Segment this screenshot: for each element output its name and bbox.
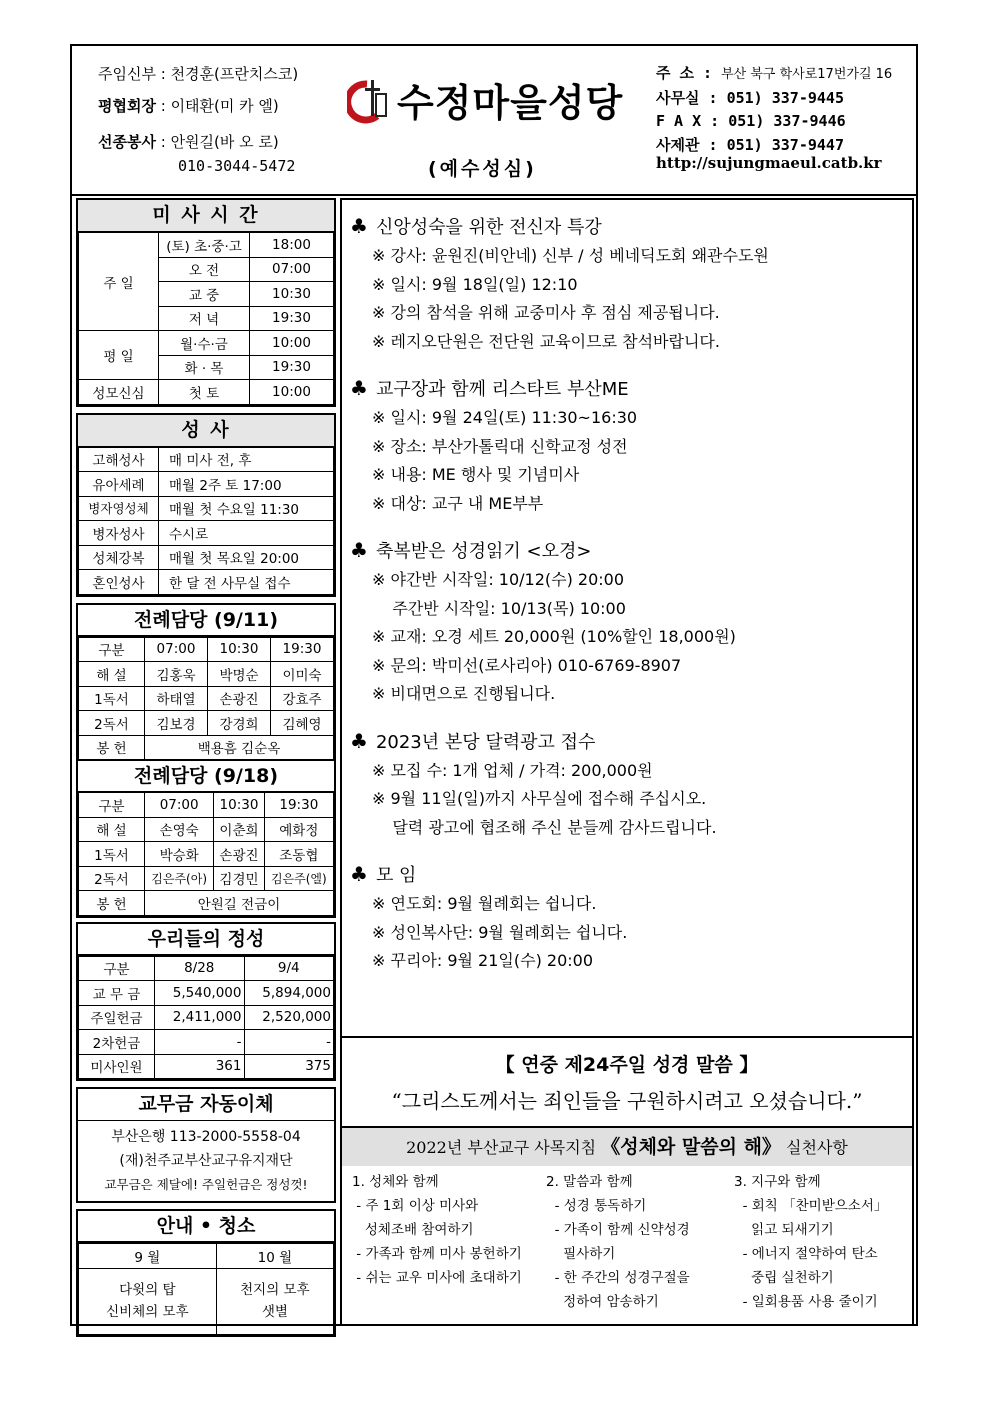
minister: 김혜영 xyxy=(271,711,334,736)
foundation-name: (재)천주교부산교구유지재단 xyxy=(119,1153,293,1169)
guideline-post: 실천사항 xyxy=(786,1138,848,1157)
news-item xyxy=(350,374,910,518)
page-frame xyxy=(70,44,918,1326)
minister: 예화정 xyxy=(264,817,333,842)
offering-type: 2차헌금 xyxy=(79,1030,155,1055)
minister: 이미숙 xyxy=(271,662,334,687)
col-head: 10:30 xyxy=(214,793,264,818)
scripture-quote: “그리스도께서는 죄인들을 구원하시려고 오셨습니다.” xyxy=(391,1089,863,1113)
sacrament-name: 유아세례 xyxy=(79,472,159,497)
office-phone: 051) 337-9445 xyxy=(726,88,844,107)
liturgy-table-1 xyxy=(78,637,334,761)
guideline-line: - 성경 통독하기 xyxy=(546,1198,647,1214)
mass-slot: (토) 초·중·고 xyxy=(159,233,250,258)
news-line: ※ 야간반 시작일: 10/12(수) 20:00 xyxy=(372,570,625,589)
col-head: 구분 xyxy=(79,956,155,981)
info-key: 주임신부 xyxy=(98,65,156,83)
website-link[interactable]: http://sujungmaeul.catb.kr xyxy=(656,154,882,172)
minister: 이춘희 xyxy=(214,817,264,842)
news-line: 주간반 시작일: 10/13(목) 10:00 xyxy=(372,598,626,618)
guideline-line: 중립 실천하기 xyxy=(734,1270,834,1286)
pastoral-guideline-banner xyxy=(342,1128,912,1166)
news-title: 교구장과 함께 리스타트 부산ME xyxy=(375,379,629,400)
news-line: ※ 레지오단원은 전단원 교육이므로 참석바랍니다. xyxy=(372,331,720,351)
amount: - xyxy=(244,1030,334,1055)
col-head: 19:30 xyxy=(264,793,333,818)
info-key: 평협회장 xyxy=(98,97,156,115)
mass-times-table xyxy=(78,232,334,405)
news-line: ※ 내용: ME 행사 및 기념미사 xyxy=(372,465,580,484)
guideline-line: - 가족이 함께 신약성경 xyxy=(546,1222,690,1238)
minister: 조동협 xyxy=(264,842,333,867)
mass-time: 10:30 xyxy=(250,282,334,307)
sacraments-table xyxy=(78,447,334,595)
transfer-box xyxy=(76,1087,336,1203)
sacrament-name: 병자성사 xyxy=(79,521,159,546)
news-line: ※ 성인복사단: 9월 월례회는 쉽니다. xyxy=(372,922,628,942)
guideline-pre: 2022년 부산교구 사목지침 xyxy=(406,1138,597,1157)
group-name: 신비체의 모후 xyxy=(106,1304,189,1320)
month-head: 9 월 xyxy=(79,1244,217,1269)
col-head: 9/4 xyxy=(244,956,334,981)
amount: - xyxy=(155,1030,245,1055)
feast-subtitle: (예수성심) xyxy=(428,158,537,180)
news-list xyxy=(350,212,910,994)
guideline-line: 성체조배 참여하기 xyxy=(352,1222,474,1238)
liturgy-title-2: 전례담당 (9/18) xyxy=(78,760,334,792)
header-left-info-3: 선종봉사 : 안원길(바 오 로) 010-3044-5472 xyxy=(98,130,295,178)
news-item xyxy=(350,536,910,709)
news-title: 2023년 본당 달력광고 접수 xyxy=(375,731,596,753)
minister: 하태열 xyxy=(145,686,208,711)
news-line: ※ 꾸리아: 9월 21일(수) 20:00 xyxy=(372,951,594,970)
minister: 박명순 xyxy=(208,662,271,687)
minister: 김보경 xyxy=(145,711,208,736)
col-head: 8/28 xyxy=(155,956,245,981)
fax: 051) 337-9446 xyxy=(728,112,846,130)
role: 2독서 xyxy=(79,866,145,891)
news-line: ※ 모집 수: 1개 업체 / 가격: 200,000원 xyxy=(372,760,653,780)
minister: 김경민 xyxy=(214,866,264,891)
mass-time: 19:30 xyxy=(250,355,334,380)
sacrament-time: 매월 첫 수요일 11:30 xyxy=(159,496,334,521)
col-head: 10:30 xyxy=(208,637,271,662)
parish-name: 수정마을성당 xyxy=(397,81,624,125)
info-key: 주 소 xyxy=(656,64,695,82)
news-line: ※ 연도회: 9월 월례회는 쉽니다. xyxy=(372,894,597,913)
phone: 010-3044-5472 xyxy=(178,157,296,175)
guideline-line: 필사하기 xyxy=(546,1246,616,1262)
news-line: ※ 강사: 윤원진(비안네) 신부 / 성 베네딕도회 왜관수도원 xyxy=(372,246,769,265)
sacrament-time: 매월 2주 토 17:00 xyxy=(159,472,334,497)
news-line: ※ 강의 참석을 위해 교중미사 후 점심 제공됩니다. xyxy=(372,303,720,322)
guideline-col-2 xyxy=(546,1170,690,1314)
minister: 김은주(아) xyxy=(145,866,214,891)
info-value: 이태환(미 카 엘) xyxy=(170,97,279,115)
sunday-label: 주 일 xyxy=(79,233,159,331)
offering-table xyxy=(78,956,334,1080)
sacraments-title: 성 사 xyxy=(78,415,334,447)
role: 봉 헌 xyxy=(79,735,145,760)
news-line: ※ 대상: 교구 내 ME부부 xyxy=(372,493,544,513)
guideline-main: 《성체와 말씀의 해》 xyxy=(601,1136,781,1158)
news-line: ※ 문의: 박미선(로사리아) 010-6769-8907 xyxy=(372,655,682,675)
parish-logo xyxy=(347,72,623,127)
amount: 5,540,000 xyxy=(155,981,245,1006)
minister: 강경희 xyxy=(208,711,271,736)
col-head: 19:30 xyxy=(271,637,334,662)
offering-title: 우리들의 정성 xyxy=(78,924,334,956)
guideline-col-3 xyxy=(734,1170,887,1314)
info-value: 안원길(바 오 로) xyxy=(170,133,279,151)
offering-box xyxy=(76,922,336,1082)
rectory-phone: 051) 337-9447 xyxy=(726,135,844,154)
role: 2독서 xyxy=(79,711,145,736)
club-icon: ♣ xyxy=(350,728,368,753)
col-head: 구분 xyxy=(79,793,145,818)
offertory: 백용흠 김순옥 xyxy=(145,735,334,760)
news-line: ※ 교재: 오경 세트 20,000원 (10%할인 18,000원) xyxy=(372,627,736,646)
col-head: 구분 xyxy=(79,637,145,662)
liturgy-box xyxy=(76,603,336,918)
sacrament-time: 매 미사 전, 후 xyxy=(159,447,334,472)
guideline-line: - 주 1회 이상 미사와 xyxy=(352,1198,479,1214)
mass-slot: 첫 토 xyxy=(159,380,250,405)
news-line: 달력 광고에 협조해 주신 분들께 감사드립니다. xyxy=(372,817,717,837)
guideline-line: - 일회용품 사용 줄이기 xyxy=(734,1294,878,1310)
sacraments-box xyxy=(76,413,336,597)
mass-times-title: 미 사 시 간 xyxy=(78,200,334,232)
info-key: 사제관 xyxy=(656,135,700,154)
col-head: 07:00 xyxy=(145,637,208,662)
minister: 박승화 xyxy=(145,842,214,867)
role: 해 설 xyxy=(79,662,145,687)
header-left-info-2: 평협회장 : 이태환(미 카 엘) xyxy=(98,97,279,115)
col-head: 07:00 xyxy=(145,793,214,818)
offering-type: 교 무 금 xyxy=(79,981,155,1006)
guideline-line: 1. 성체와 함께 xyxy=(352,1174,439,1190)
news-title: 모 임 xyxy=(375,865,417,886)
news-line: ※ 9월 11일(일)까지 사무실에 접수해 주십시오. xyxy=(372,789,707,808)
news-title: 신앙성숙을 위한 전신자 특강 xyxy=(375,217,602,238)
header-left-info: 주임신부 : 천경훈(프란치스코) xyxy=(98,65,299,83)
month-head: 10 월 xyxy=(216,1244,333,1269)
news-line: ※ 비대면으로 진행됩니다. xyxy=(372,684,556,703)
news-line: ※ 일시: 9월 24일(토) 11:30~16:30 xyxy=(372,408,638,427)
mass-slot: 월·수·금 xyxy=(159,331,250,356)
mass-time: 19:30 xyxy=(250,306,334,331)
left-column xyxy=(76,198,336,1343)
mass-slot: 오 전 xyxy=(159,257,250,282)
guideline-line: 3. 지구와 함께 xyxy=(734,1174,821,1190)
group-name: 천지의 모후 xyxy=(240,1282,310,1298)
sacrament-name: 고해성사 xyxy=(79,447,159,472)
cleaning-table xyxy=(78,1243,334,1335)
guideline-line: - 쉬는 교우 미사에 초대하기 xyxy=(352,1270,522,1286)
mass-time: 07:00 xyxy=(250,257,334,282)
role: 1독서 xyxy=(79,842,145,867)
info-value: 천경훈(프란치스코) xyxy=(170,65,299,83)
offering-type: 주일헌금 xyxy=(79,1005,155,1030)
info-key: 선종봉사 xyxy=(98,133,156,151)
address: 부산 북구 학사로17번가길 16 xyxy=(721,67,893,82)
role: 1독서 xyxy=(79,686,145,711)
offering-note: 교무금은 제달에! 주일헌금은 정성껏! xyxy=(104,1177,308,1192)
minister: 손광진 xyxy=(208,686,271,711)
amount: 361 xyxy=(155,1054,245,1079)
header xyxy=(72,46,916,196)
sacrament-name: 성체강복 xyxy=(79,545,159,570)
guideline-col-1 xyxy=(352,1170,522,1290)
role: 해 설 xyxy=(79,817,145,842)
club-icon: ♣ xyxy=(350,538,368,562)
info-key: 사무실 xyxy=(656,88,700,107)
sacrament-name: 병자영성체 xyxy=(79,496,159,521)
amount: 2,411,000 xyxy=(155,1005,245,1030)
marian-label: 성모신심 xyxy=(79,380,159,405)
transfer-title: 교무금 자동이체 xyxy=(78,1089,334,1121)
sacrament-name: 혼인성사 xyxy=(79,570,159,595)
header-right-info: 주 소 : 부산 북구 학사로17번가길 16 사무실 : 051) 337-9445 F A X : 051) 337-9446 사제관 : 051) 337-9447 xyxy=(656,64,893,154)
role: 봉 헌 xyxy=(79,891,145,916)
mass-slot: 저 녁 xyxy=(159,306,250,331)
liturgy-table-2 xyxy=(78,792,334,916)
sacrament-time: 한 달 전 사무실 접수 xyxy=(159,570,334,595)
news-line: ※ 일시: 9월 18일(일) 12:10 xyxy=(372,274,578,294)
club-icon: ♣ xyxy=(350,376,368,400)
mass-time: 10:00 xyxy=(250,331,334,356)
news-title: 축복받은 성경읽기 <오경> xyxy=(375,541,592,562)
guideline-line: - 에너지 절약하여 탄소 xyxy=(734,1246,878,1262)
guideline-line: 정하여 암송하기 xyxy=(546,1294,659,1310)
news-item xyxy=(350,727,910,843)
news-item xyxy=(350,212,910,356)
mass-time: 18:00 xyxy=(250,233,334,258)
news-item xyxy=(350,860,910,976)
offering-type: 미사인원 xyxy=(79,1054,155,1079)
amount: 2,520,000 xyxy=(244,1005,334,1030)
info-key: F A X xyxy=(656,112,702,130)
minister: 김은주(엘) xyxy=(264,866,333,891)
group-name: 다윗의 탑 xyxy=(119,1282,176,1298)
minister: 손영숙 xyxy=(145,817,214,842)
mass-times-box xyxy=(76,198,336,407)
scripture-title: 【 연중 제24주일 성경 말씀 】 xyxy=(495,1054,759,1076)
amount: 5,894,000 xyxy=(244,981,334,1006)
amount: 375 xyxy=(244,1054,334,1079)
bank-account: 부산은행 113-2000-5558-04 xyxy=(111,1129,301,1145)
mass-slot: 화 · 목 xyxy=(159,355,250,380)
club-icon: ♣ xyxy=(350,862,368,886)
cleaning-title: 안내 • 청소 xyxy=(78,1211,334,1243)
guideline-line: - 한 주간의 성경구절을 xyxy=(546,1270,690,1286)
guideline-line: 2. 말씀과 함께 xyxy=(546,1174,633,1190)
minister: 손광진 xyxy=(214,842,264,867)
scripture-box xyxy=(342,1036,912,1128)
mass-time: 10:00 xyxy=(250,380,334,405)
mass-slot: 교 중 xyxy=(159,282,250,307)
group-name: 샛별 xyxy=(261,1304,288,1320)
sacrament-time: 매월 첫 목요일 20:00 xyxy=(159,545,334,570)
minister: 강효주 xyxy=(271,686,334,711)
guideline-line: - 가족과 함께 미사 봉헌하기 xyxy=(352,1246,522,1262)
liturgy-title-1: 전례담당 (9/11) xyxy=(78,605,334,637)
weekday-label: 평 일 xyxy=(79,331,159,380)
news-line: ※ 장소: 부산가톨릭대 신학교정 성전 xyxy=(372,436,628,456)
guideline-line: - 회칙 「찬미받으소서」 xyxy=(734,1198,888,1214)
church-logo-icon xyxy=(347,76,391,124)
club-icon: ♣ xyxy=(350,214,368,238)
cleaning-box xyxy=(76,1209,336,1337)
guideline-line: 읽고 되새기기 xyxy=(734,1222,834,1238)
offertory: 안원길 전금이 xyxy=(145,891,334,916)
right-column xyxy=(340,198,914,1326)
sacrament-time: 수시로 xyxy=(159,521,334,546)
minister: 김홍욱 xyxy=(145,662,208,687)
